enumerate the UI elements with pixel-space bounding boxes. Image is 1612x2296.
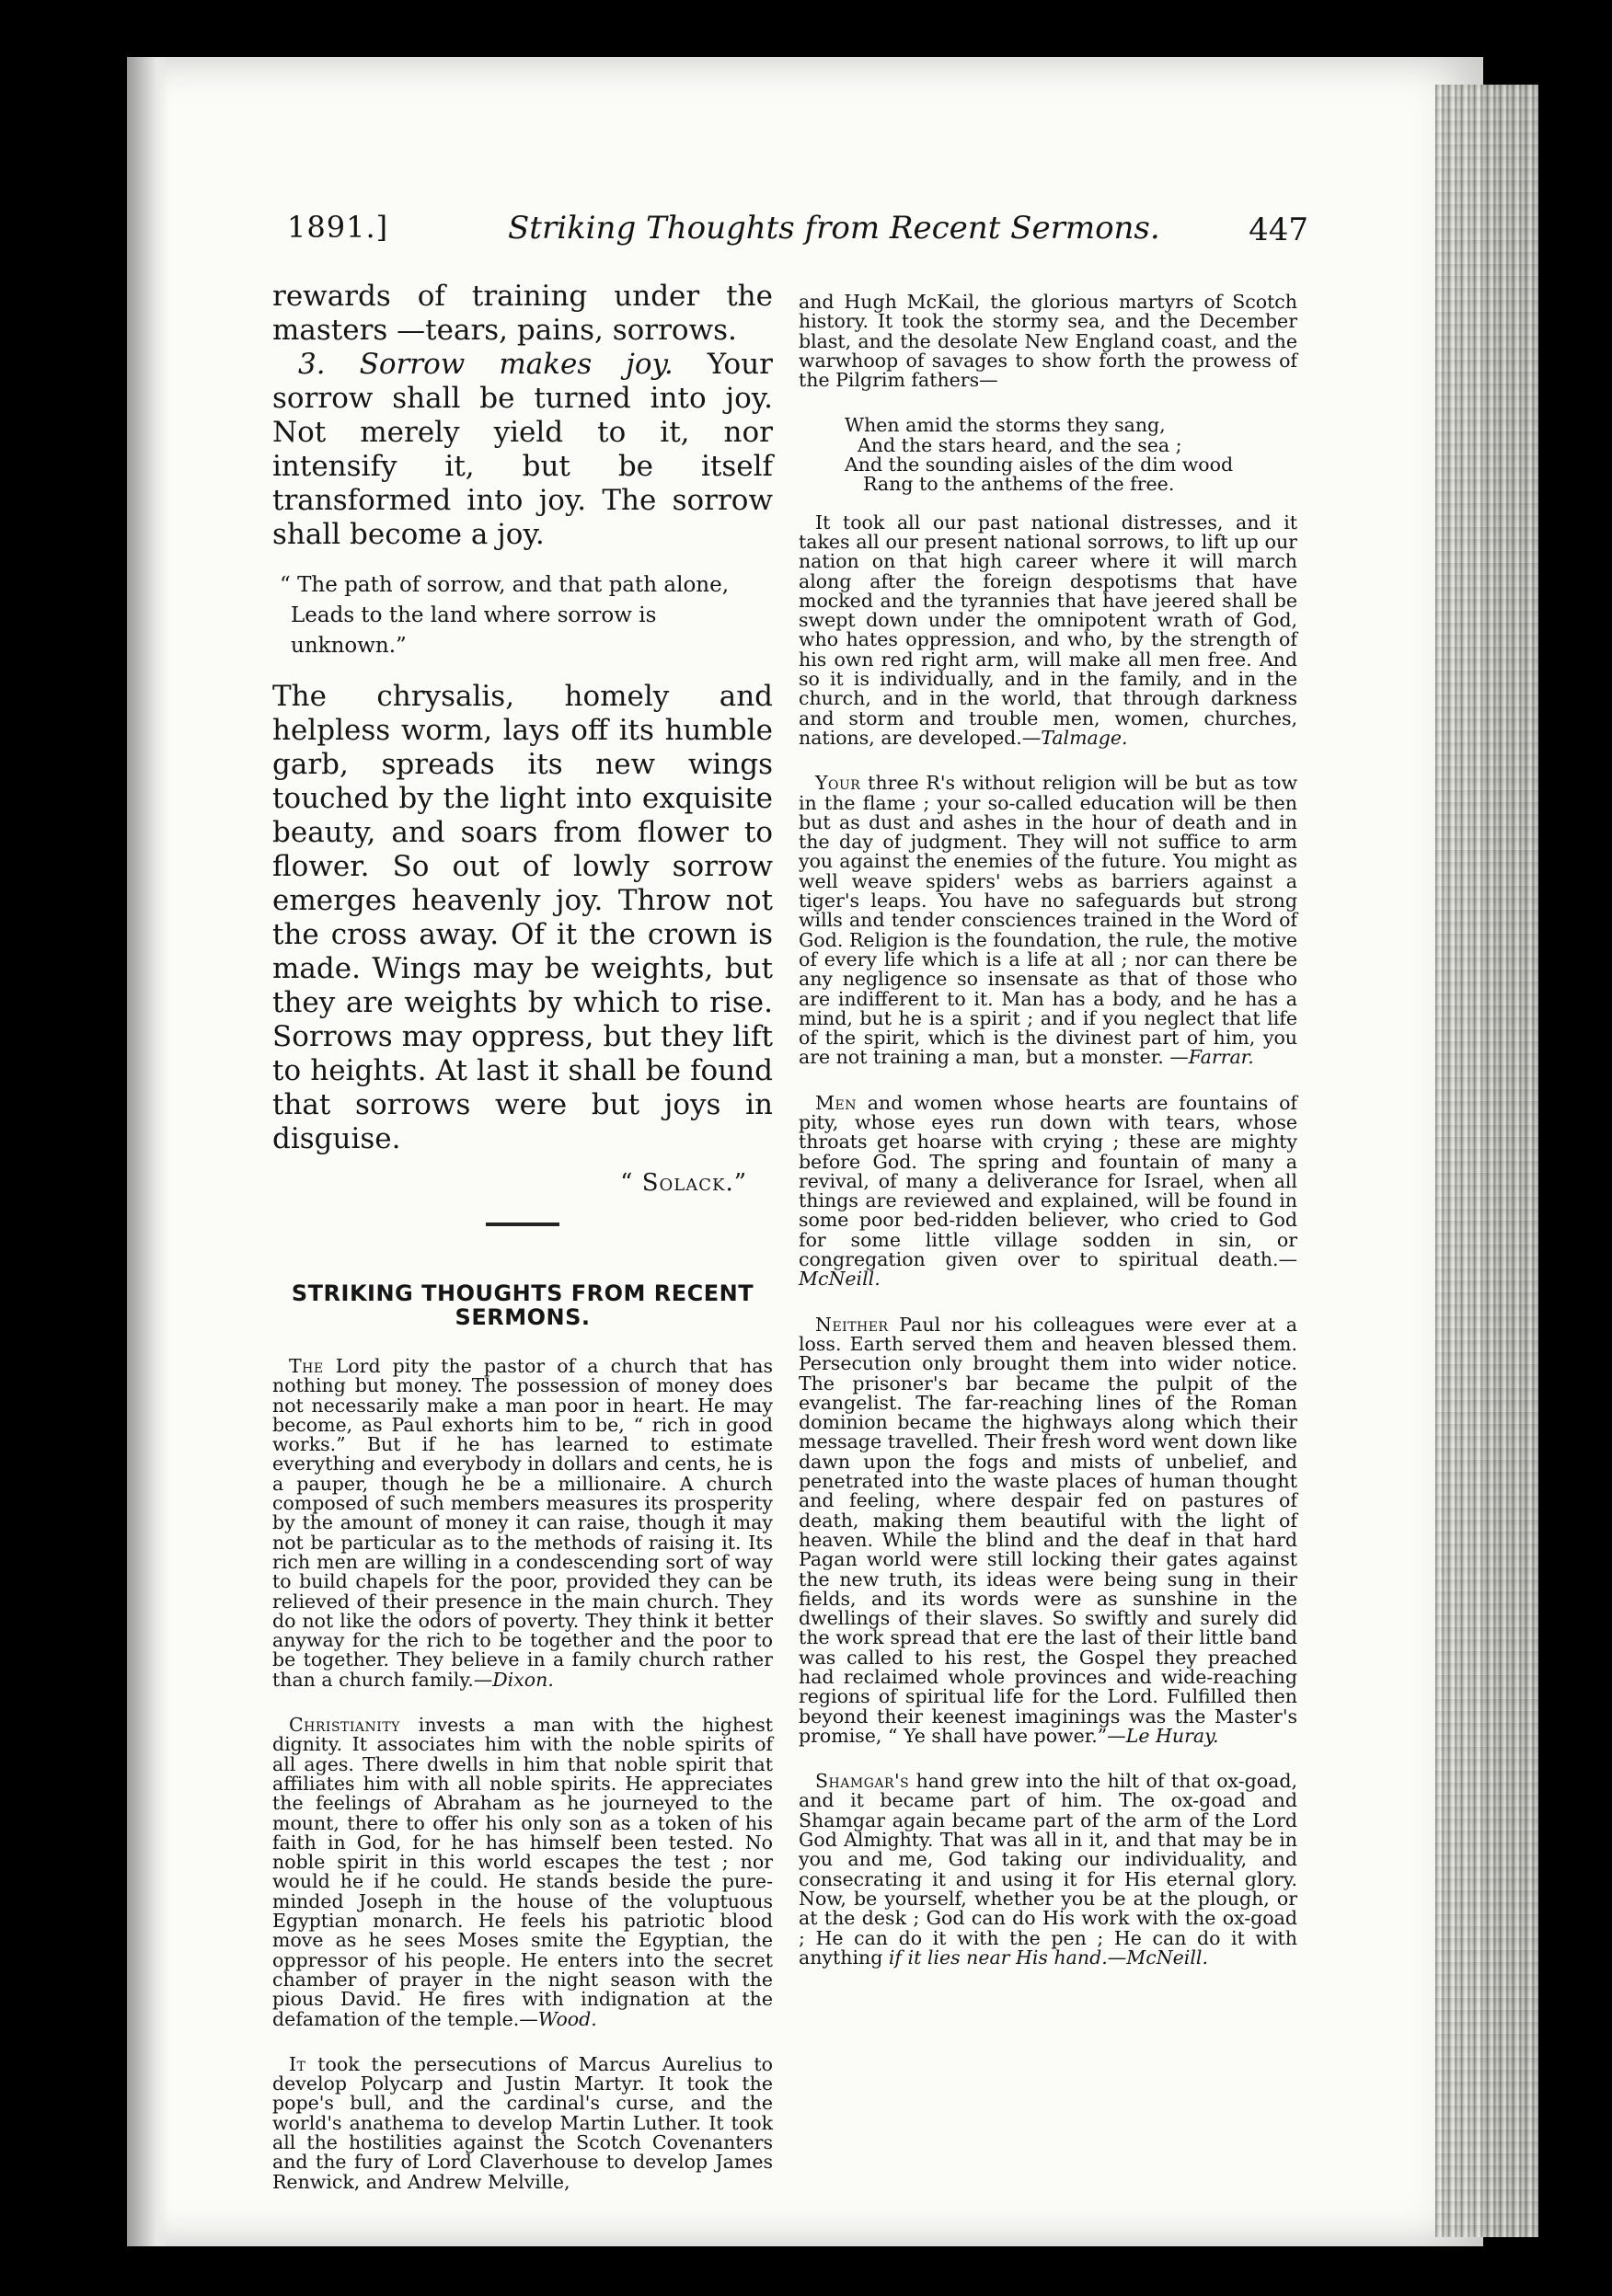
excerpt-italic: if it lies near His hand. bbox=[888, 1946, 1108, 1969]
excerpt-text: invests a man with the highest dignity. It associates him with the noble spirits of all ages. There dwells in him that noble spirit that affiliates him with all noble spirits. He appreciates the feelings of Abraham as he journeyed to the mount, there to offer his only son as a token of his faith in God, for he has himself been tested. No noble spirit in this world escapes the test ; nor would he if he could. He stands beside the pure-minded Joseph in the house of the voluptuous Egyptian monarch. He feels his patriotic blood move as he sees Moses smite the Egyptian, the oppressor of his people. He enters into the secret chamber of prayer in the night season with the pious David. He fires with indignation at the defamation of the temple.— bbox=[272, 1714, 773, 2030]
verse-line: “ The path of sorrow, and that path alone, bbox=[280, 573, 730, 597]
excerpt-text: Lord pity the pastor of a church that has nothing but money. The possession of money does not necessarily make a man poor in heart. He may become, as Paul exhorts him to be, “ rich in good works.” But if he has learned to estimate everything and everybody in dollars and cents, he is a pauper, though he be a millionaire. A church composed of such members measures its prosperity by the amount of money it can raise, though it may not be particular as to the methods of raising it. Its rich men are willing in a condescending sort of way to build chapels for the poor, provided they can be relieved of their presence in the main church. They do not like the odors of poverty. They think it better anyway for the rich to be together and the poor to be together. They believe in a family church rather than a church family.— bbox=[272, 1355, 773, 1691]
header-running-title: Striking Thoughts from Recent Sermons. bbox=[508, 210, 1160, 247]
left-column bbox=[272, 280, 773, 2218]
excerpt-text: hand grew into the hilt of that ox-goad, and it became part of him. The ox-goad and Shamgar again became part of the arm of the Lord God Almighty. That was all in it, and that may be in you and me, God taking our individuality, and consecrating it and using it for His eternal glory. Now, be yourself, whether you be at the plough, or at the desk ; God can do His work with the ox-goad ; He can do it with the pen ; He can do it with anything bbox=[799, 1770, 1297, 1969]
continued-paragraph: rewards of training under the masters —tears, pains, sorrows. bbox=[272, 280, 773, 347]
excerpt-lead: Neither bbox=[815, 1313, 889, 1336]
excerpt-author: Dixon. bbox=[492, 1668, 554, 1691]
excerpt-author: Farrar. bbox=[1188, 1046, 1254, 1069]
verse-line: And the sounding aisles of the dim wood bbox=[845, 453, 1234, 476]
excerpt-lead: It bbox=[289, 2052, 306, 2075]
verse-line: Rang to the anthems of the free. bbox=[863, 473, 1175, 496]
section-divider bbox=[486, 1223, 559, 1226]
section-title: STRIKING THOUGHTS FROM RECENT SERMONS. bbox=[291, 1280, 754, 1330]
excerpt-text: three R's without religion will be but as tow in the flame ; your so-called education will be then but as dust and ashes in the hour of death and in the day of judgment. They will not suffice to arm you against the enemies of the future. You might as well weave spiders' webs as barriers against a tiger's leaps. You have no safeguards but strong wills and tender consciences trained in the Word of God. Religion is the foundation, the rule, the motive of every life which is a life at all ; nor can there be any negligence so insensate as that of those who are indifferent to it. Man has a body, and he has a mind, but he is a spirit ; and if you neglect that life of the spirit, which is the divinest part of him, you are not training a man, but a monster. — bbox=[799, 772, 1297, 1069]
excerpt-lead: Christianity bbox=[289, 1714, 400, 1737]
sermon-excerpt bbox=[799, 1772, 1297, 1968]
excerpt-lead: The bbox=[289, 1355, 324, 1377]
verse-quote bbox=[845, 416, 1297, 494]
sermon-excerpt bbox=[272, 1716, 773, 2029]
excerpt-text: took the persecutions of Marcus Aurelius to develop Polycarp and Justin Martyr. It took the pope's bull, and the cardinal's curse, and the world's anathema to develop Martin Luther. It took all the hostilities against the Scotch Covenanters and the fury of Lord Claverhouse to develop James Renwick, and Andrew Melville, bbox=[272, 2052, 773, 2193]
header-year: 1891.] bbox=[287, 210, 389, 245]
excerpt-author: McNeill. bbox=[799, 1268, 881, 1291]
page-number: 447 bbox=[1249, 212, 1308, 248]
sermon-excerpt bbox=[799, 1315, 1297, 1747]
verse-line: And the stars heard, and the sea ; bbox=[858, 433, 1182, 456]
excerpt-text: and women whose hearts are fountains of pity, whose eyes run down with tears, whose throats get hoarse with crying ; these are mighty before God. The spring and fountain of many a revival, of many a deliverance for Israel, when all things are reviewed and explained, will be found in some poor bed-ridden believer, who cried to God for some little village sodden in sin, or congregation given over to spiritual death.— bbox=[799, 1091, 1297, 1271]
excerpt-lead: Your bbox=[815, 772, 861, 795]
page-edges-stack bbox=[1435, 85, 1538, 2237]
running-header bbox=[287, 206, 1308, 261]
point-three-paragraph bbox=[272, 348, 773, 552]
signature: “ Solack.” bbox=[620, 1169, 747, 1197]
point-three-text: Your sorrow shall be turned into joy. Not merely yield to it, nor intensify it, but be itself transformed into joy. The sorrow shall become a joy. bbox=[272, 348, 773, 551]
right-column bbox=[799, 293, 1297, 1993]
excerpt-text: Paul nor his colleagues were ever at a loss. Earth served them and heaven blessed them. Persecution only brought them into wider notice. The prisoner's bar became the pulpit of the evangelist. The far-reaching lines of the Roman dominion became the highways along which their message travelled. Their fresh word went down like dawn upon the fogs and mists of unbelief, and penetrated into the waste places of human thought and feeling, where despair fed on pastures of death, making them beautiful with the light of heaven. While the blind and the deaf in that hard Pagan world were still locking their gates against the new truth, its ideas were being sung in their fields, and its words were as sunshine in the dwellings of their slaves. So swiftly and surely did the work spread that ere the last of their little band was called to his rest, the Gospel they preached had reclaimed whole provinces and wide-reaching regions of spiritual life for the Lord. Fulfilled then beyond their keenest imaginings was the Master's promise, “ Ye shall have power.”— bbox=[799, 1313, 1297, 1747]
verse-line: When amid the storms they sang, bbox=[845, 414, 1166, 437]
excerpt-author: —McNeill. bbox=[1107, 1946, 1208, 1969]
page-gutter-shadow bbox=[127, 57, 169, 2246]
excerpt-author: Le Huray. bbox=[1125, 1724, 1219, 1747]
excerpt-author: Wood. bbox=[537, 2007, 597, 2030]
point-three-lead: 3. Sorrow makes joy. bbox=[298, 348, 674, 381]
sermon-excerpt bbox=[799, 513, 1297, 749]
verse-line: Leads to the land where sorrow is unknown.” bbox=[291, 603, 657, 658]
excerpt-lead: Shamgar's bbox=[815, 1770, 910, 1793]
sermon-excerpt bbox=[272, 2052, 773, 2193]
chrysalis-paragraph: The chrysalis, homely and helpless worm, lays off its humble garb, spreads its new wings touched by the light into exquisite beauty, and soars from flower to flower. So out of lowly sorrow emerges heavenly joy. Throw not the cross away. Of it the crown is made. Wings may be weights, but they are weights by which to rise. Sorrows may oppress, but they lift to heights. At last it shall be found that sorrows were but joys in disguise. bbox=[272, 680, 773, 1155]
verse-quote bbox=[280, 570, 773, 661]
sermon-excerpt bbox=[799, 774, 1297, 1067]
excerpt-text: It took all our past national distresses, and it takes all our present national sorrows, to lift up our nation on that high career where it will march along after the foreign despotisms that have mocked and the tyrannies that have jeered shall be swept down under the omnipotent wrath of God, who hates oppression, and who, by the strength of his own red right arm, will make all men free. And so it is individually, and in the family, and in the church, and in the world, that through darkness and storm and trouble men, women, churches, nations, are developed.— bbox=[799, 511, 1297, 749]
excerpt-author: Talmage. bbox=[1041, 726, 1128, 749]
excerpt-lead: Men bbox=[815, 1091, 857, 1114]
continued-excerpt: and Hugh McKail, the glorious martyrs of Scotch history. It took the stormy sea, and the December blast, and the desolate New England coast, and the warwhoop of savages to show forth the prowess of the Pilgrim fathers— bbox=[799, 291, 1297, 392]
sermon-excerpt bbox=[272, 1357, 773, 1690]
sermon-excerpt bbox=[799, 1091, 1297, 1291]
